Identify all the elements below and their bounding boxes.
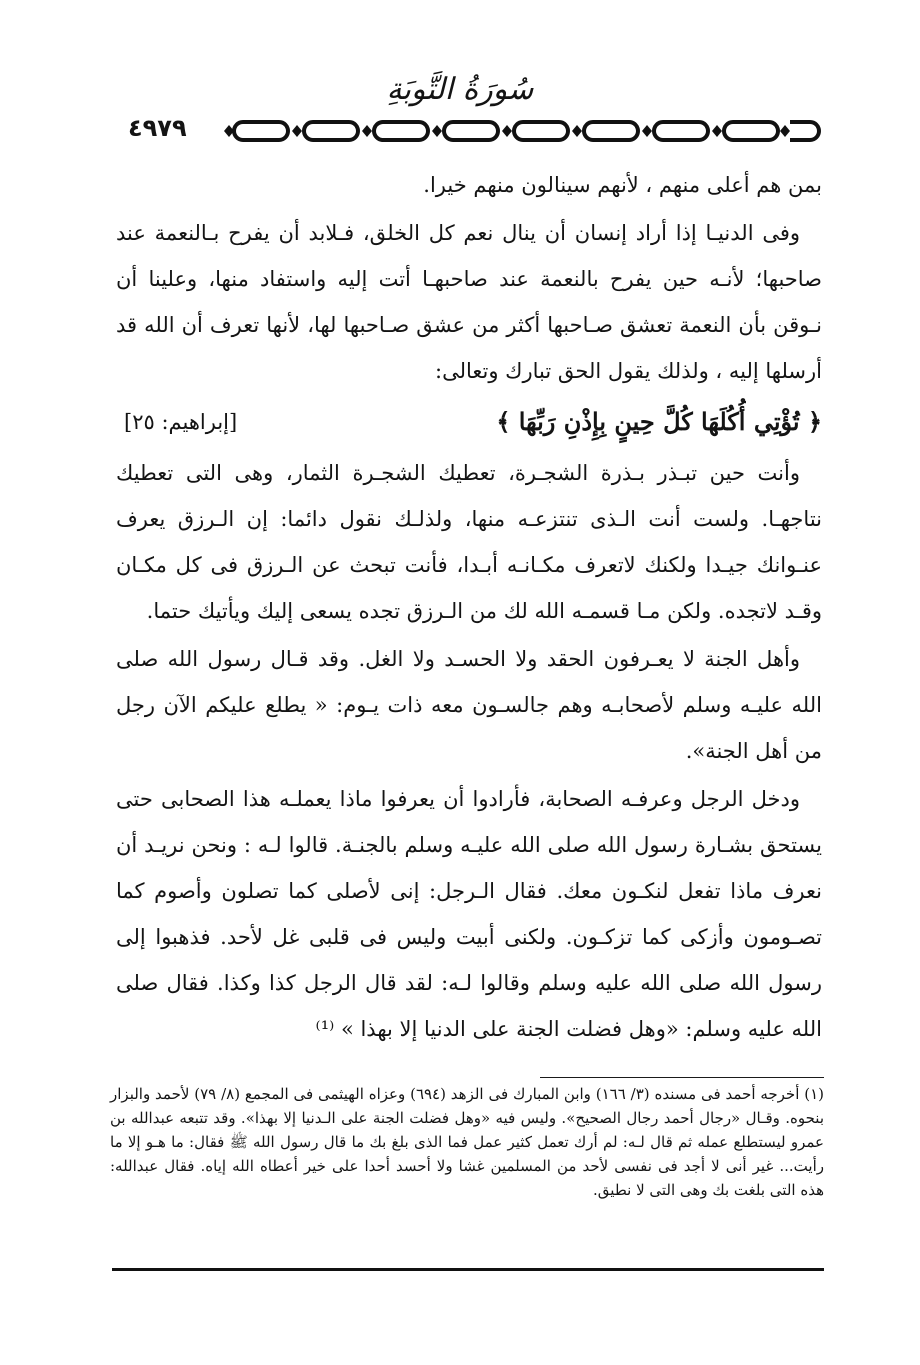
quran-verse	[116, 396, 822, 448]
surah-title: سُورَةُ التَّوبَةِ	[386, 72, 534, 107]
chain-ornament-icon	[128, 116, 828, 146]
paragraph-3: وأنت حين تبـذر بـذرة الشجـرة، تعطيك الشجـرة الثمار، وهى التى تعطيك نتاجهـا. ولست أنت الـذى تنتزعـه منها، ولذلـك نقول دائما: إن الـرزق يعرف عنـوانك جيـدا ولكنك لاتعرف مكـانـه أبـدا، فأنت تبحث عن الـرزق فى كل مكـان وقـد لاتجده. ولكن مـا قسمـه الله لك من الـرزق تجده يسعى إليك ويأتيك حتما.	[116, 461, 822, 623]
bottom-divider	[112, 1268, 824, 1271]
verse-reference: [إبراهيم: ٢٥]	[124, 410, 238, 434]
footnote-divider	[540, 1077, 824, 1078]
footnote-1: (١) أخرجه أحمد فى مسنده (٣/ ١٦٦) وابن المبارك فى الزهد (٦٩٤) وعزاه الهيثمى فى المجمع (٨/ ٧٩) لأحمد والبزار بنحوه. وقـال «رجال أحمد رجال الصحيح». وليس فيه «وهل فضلت الجنة على الـدنيا إلا بهذا». وقد تتبعه عبدالله بن عمرو ليستطلع عمله ثم قال لـه: لم أرك تعمل كثير عمل فما الذى بلغ بك ما قال رسول الله ﷺ فقال: ما هـو إلا ما رأيت... غير أنى لا أجد فى نفسى لأحد من المسلمين غشا ولا أحسد أحدا على خير أعطاه الله إياه. فقال عبدالله: هذه التى بلغت بك وهى التى لا نطيق.	[110, 1085, 824, 1199]
page-number: ٤٩٧٩	[128, 114, 187, 142]
main-text	[116, 162, 822, 1052]
paragraph-1: بمن هم أعلى منهم ، لأنهم سينالون منهم خيرا.	[423, 173, 822, 197]
paragraph-2: وفى الدنيـا إذا أراد إنسان أن ينال نعم كل الخلق، فـلابد أن يفرح بـالنعمة عند صاحبها؛ لأنـه حين يفرح بالنعمة عند صاحبهـا أتت إليه واستفاد منها، وعلينا أن نـوقن بأن النعمة تعشق صـاحبها أكثر من عشق صـاحبها لها، لأنها تعرف أن الله قد أرسلها إليه ، ولذلك يقول الحق تبارك وتعالى:	[116, 221, 822, 383]
paragraph-4: وأهل الجنة لا يعـرفون الحقد ولا الحسـد ولا الغل. وقد قـال رسول الله صلى الله عليـه وسلم لأصحابـه وهم جالسـون معه ذات يـوم: « يطلع عليكم الآن رجل من أهل الجنة».	[116, 647, 822, 763]
paragraph-5: ودخل الرجل وعرفـه الصحابة، فأرادوا أن يعرفوا ماذا يعملـه هذا الصحابى حتى يستحق بشـارة رسول الله صلى الله عليـه وسلم بالجنـة. قالوا لـه : ونحن نريـد أن نعرف ماذا تفعل لنكـون معك. فقال الـرجل: إنى لأصلى كما تصلون وأصوم كما تصـومون وأزكى كما تزكـون. ولكنى أبيت وليس فى قلبى غل لأحد. فذهبوا إلى رسول الله صلى الله عليه وسلم وقالوا لـه: لقد قال الرجل كذا وكذا. فقال صلى الله عليه وسلم: «وهل فضلت الجنة على الدنيا إلا بهذا » ⁽¹⁾	[116, 787, 822, 1041]
header-ornament-border	[128, 116, 828, 146]
verse-text: ﴿ تُؤْتِي أُكُلَهَا كُلَّ حِينٍ بِإِذْنِ رَبِّهَا ﴾	[496, 407, 822, 436]
